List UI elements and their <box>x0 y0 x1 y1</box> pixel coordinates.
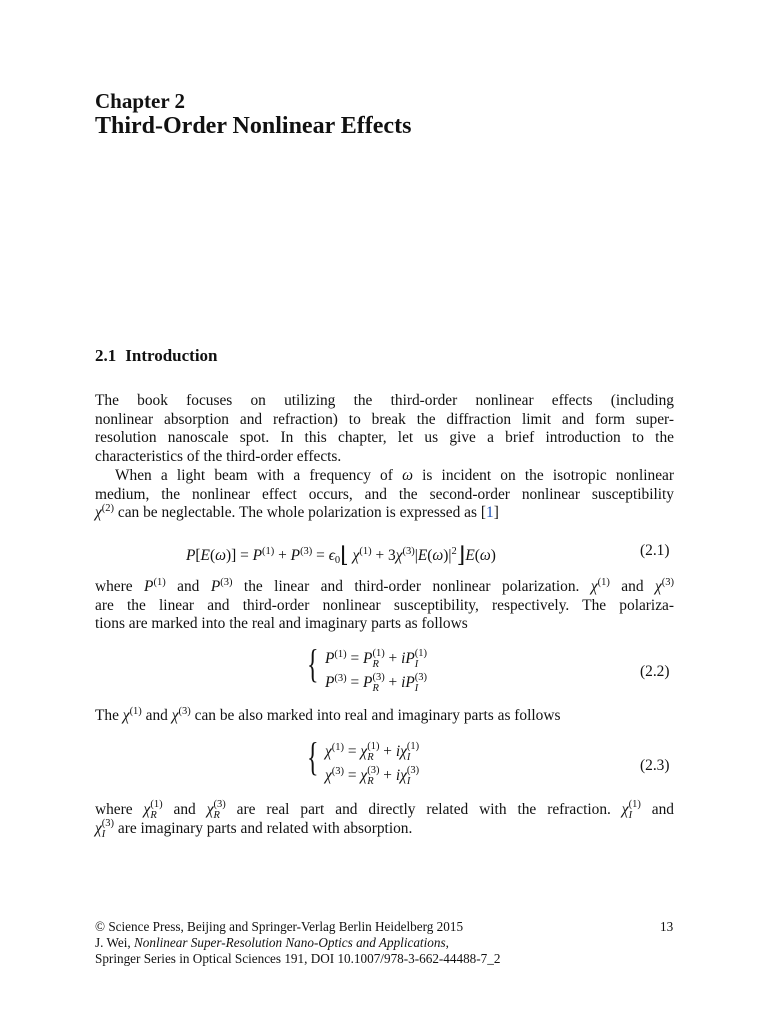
page-number: 13 <box>660 919 674 934</box>
footer-citation: J. Wei, Nonlinear Super-Resolution Nano-Optics and Applications, <box>95 935 449 950</box>
paragraph-real-imag <box>95 801 674 838</box>
left-brace: { <box>307 734 319 779</box>
chapter-title: Third-Order Nonlinear Effects <box>95 113 412 139</box>
text-line: medium, the nonlinear effect occurs, and the second-order nonlinear susceptibility <box>95 485 674 503</box>
equation-number: (2.2) <box>640 663 670 680</box>
text-line: The book focuses on utilizing the third-order nonlinear effects (including <box>95 392 674 409</box>
left-brace: { <box>307 641 319 686</box>
paragraph-light-beam <box>95 467 674 523</box>
equation-2-2-line-1: $P^{(1)} = P$ (1) R + iP (1) I <box>325 648 428 670</box>
equation-number: (2.3) <box>640 757 670 774</box>
citation-link[interactable]: 1 <box>485 504 494 522</box>
paragraph-polarization <box>95 578 674 634</box>
text-line: nonlinear absorption and refraction) to break the diffraction limit and form super- <box>95 410 674 428</box>
text-line: The $\chi^{(1)}$ and $\chi^{(3)}$ can be also marked into real and imaginary parts as follows <box>95 706 561 724</box>
footer-copyright: © Science Press, Beijing and Springer-Verlag Berlin Heidelberg 2015 <box>95 919 464 934</box>
paragraph-intro <box>95 392 674 466</box>
text-line: characteristics of the third-order effects. <box>95 447 342 465</box>
section-number: 2.1 <box>95 346 117 365</box>
text-line: χ (3) I are imaginary parts and related with absorption. <box>95 817 413 840</box>
section-heading <box>95 346 218 366</box>
text-line: are the linear and third-order nonlinear susceptibility, respectively. The polariza- <box>95 596 674 614</box>
book-title: Nonlinear Super-Resolution Nano-Optics and Applications <box>134 935 446 950</box>
text-line: When a light beam with a frequency of ω is incident on the isotropic nonlinear <box>115 467 674 484</box>
equation-2-3-line-1: $\chi^{(1)} = \chi$ (1) R + iχ (1) I <box>325 741 420 763</box>
equation-2-2-line-2: $P^{(3)} = P$ (3) R + iP (3) I <box>325 672 428 694</box>
text-line: where $P^{(1)}$ and $P^{(3)}$ the linear and third-order nonlinear polarization. $\chi^{(1)}$ and $\chi^{(3)}$ <box>95 577 674 595</box>
equation-2-1: $P[E(\omega)] = P^{(1)} + P^{(3)}$ = $\epsilon_0⌊$ $\chi^{(1)}$ + $3\chi^{(3)}|E(\omega)|^2⌋E(\omega)$ <box>186 542 496 567</box>
footer-series: Springer Series in Optical Sciences 191, DOI 10.1007/978-3-662-44488-7_2 <box>95 951 501 966</box>
text-line: resolution nanoscale spot. In this chapter, let us give a brief introduction to the <box>95 429 674 447</box>
text-line: tions are marked into the real and imaginary parts as follows <box>95 615 468 633</box>
equation-number: (2.1) <box>640 542 670 559</box>
chapter-label: Chapter 2 <box>95 89 186 113</box>
section-title: Introduction <box>125 346 218 365</box>
paragraph-chi <box>95 707 674 726</box>
equation-2-3-line-2: $\chi^{(3)} = \chi$ (3) R + iχ (3) I <box>325 765 420 787</box>
text-line: where χ (1) R and χ (3) R are real part and directly related with the refraction. χ (1) I and <box>95 799 674 821</box>
text-line: $\chi^{(2)}$ can be neglectable. The whole polarization is expressed as [1] <box>95 503 499 522</box>
